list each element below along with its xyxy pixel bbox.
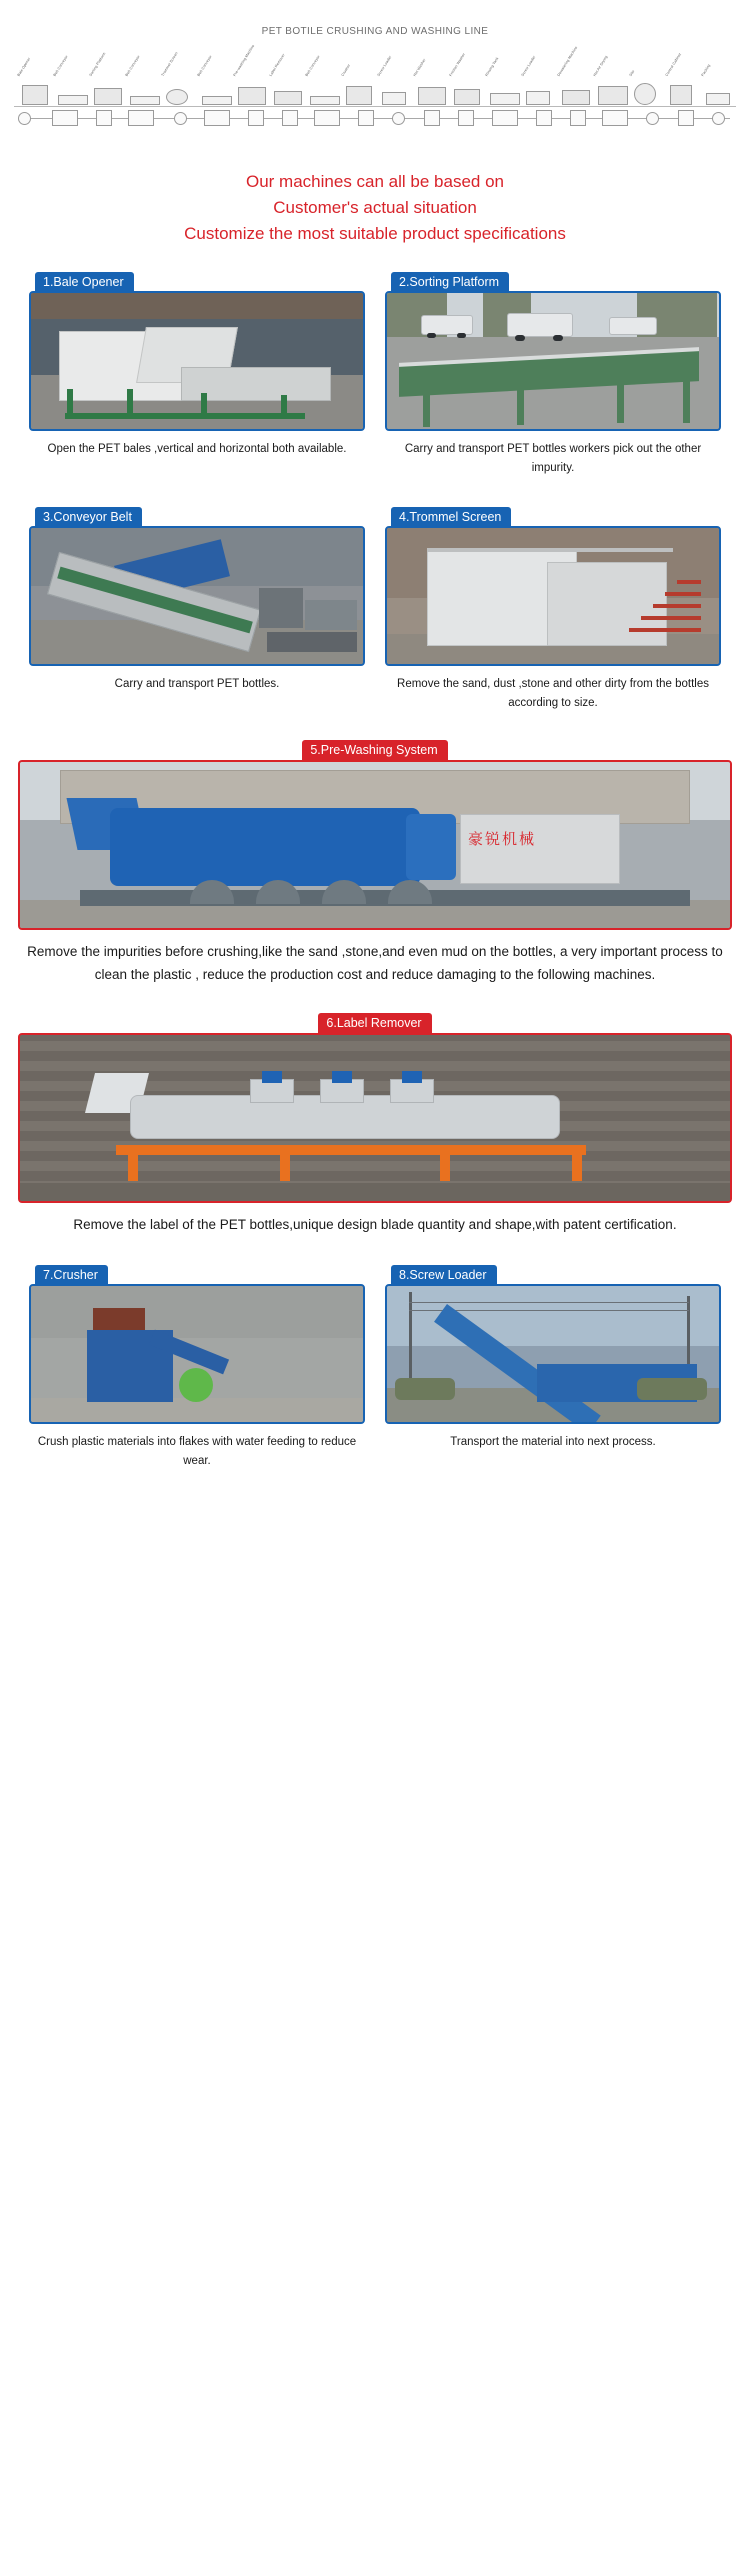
- section-caption: Carry and transport PET bottles.: [114, 678, 280, 690]
- machine-brand-text: 豪锐机械: [468, 830, 537, 848]
- section-caption: Remove the impurities before crushing,like the sand ,stone,and even mud on the bottles, a very important process to clean the plastic , reduce the production cost and reduce damaging to the following machines.: [27, 944, 723, 982]
- diagram-label: Control Cabinet: [664, 52, 683, 77]
- section-caption: Open the PET bales ,vertical and horizontal both available.: [47, 443, 347, 455]
- section-photo-screw-loader: [385, 1284, 721, 1424]
- diagram-label: Belt Conveyor: [52, 54, 69, 77]
- section-tag: 2.Sorting Platform: [391, 272, 509, 292]
- diagram-label: Packing: [700, 63, 712, 77]
- section-card-trommel-screen: [385, 506, 721, 713]
- diagram-label: Screw Loader: [376, 55, 393, 77]
- section-photo-sorting-platform: [385, 291, 721, 431]
- section-tag: 5.Pre-Washing System: [302, 740, 447, 760]
- section-row-2: [0, 506, 750, 713]
- diagram-label: Label Remover: [268, 53, 286, 77]
- diagram-label: Bale Opener: [16, 56, 32, 77]
- section-row-1: [0, 271, 750, 478]
- section-tag: 1.Bale Opener: [35, 272, 134, 292]
- section-caption: Remove the label of the PET bottles,unique design blade quantity and shape,with patent certification.: [73, 1217, 677, 1232]
- diagram-label: Crusher: [340, 63, 352, 77]
- headline: [0, 141, 750, 271]
- section-tag: 3.Conveyor Belt: [35, 507, 142, 527]
- section-tag: 6.Label Remover: [318, 1013, 431, 1033]
- diagram-label: Hot Air Drying: [592, 54, 609, 77]
- diagram-label: Sorting Platform: [88, 51, 107, 77]
- section-block-pre-washing: [0, 739, 750, 986]
- diagram-label: Friction Washer: [448, 52, 467, 77]
- section-photo-label-remover: [18, 1033, 732, 1203]
- diagram-machines-row: [14, 43, 736, 91]
- section-photo-crusher: [29, 1284, 365, 1424]
- diagram-label: Screw Loader: [520, 55, 537, 77]
- diagram-label: Rinsing Tank: [484, 56, 500, 77]
- section-row-3: [0, 1264, 750, 1471]
- diagram-labels: [14, 43, 736, 77]
- diagram-label: Belt Conveyor: [304, 54, 321, 77]
- diagram-label: Belt Conveyor: [196, 54, 213, 77]
- headline-line-3: Customize the most suitable product specifications: [184, 224, 566, 243]
- section-photo-pre-washing: [18, 760, 732, 930]
- section-caption: Crush plastic materials into flakes with water feeding to reduce wear.: [37, 1436, 357, 1467]
- section-photo-bale-opener: [29, 291, 365, 431]
- section-card-crusher: [29, 1264, 365, 1471]
- diagram-label: Silo: [628, 69, 636, 77]
- section-caption: Carry and transport PET bottles workers pick out the other impurity.: [404, 443, 702, 474]
- diagram-title: PET BOTILE CRUSHING AND WASHING LINE: [261, 26, 489, 37]
- section-card-conveyor-belt: [29, 506, 365, 713]
- diagram-label: Belt Conveyor: [124, 54, 141, 77]
- section-caption: Transport the material into next process.: [450, 1436, 656, 1448]
- section-caption: Remove the sand, dust ,stone and other dirty from the bottles according to size.: [397, 678, 709, 709]
- section-card-sorting-platform: [385, 271, 721, 478]
- section-tag: 4.Trommel Screen: [391, 507, 511, 527]
- diagram-label: Dewatering Machine: [556, 45, 579, 77]
- diagram-label: Hot Washer: [412, 58, 427, 77]
- diagram-label: Trommel Screen: [160, 51, 179, 77]
- process-diagram: [0, 0, 750, 141]
- section-photo-conveyor-belt: [29, 526, 365, 666]
- headline-line-2: Customer's actual situation: [273, 198, 477, 217]
- diagram-label: Pre-washing Machine: [232, 43, 256, 77]
- section-tag: 8.Screw Loader: [391, 1265, 497, 1285]
- section-photo-trommel-screen: [385, 526, 721, 666]
- section-card-screw-loader: [385, 1264, 721, 1471]
- headline-line-1: Our machines can all be based on: [246, 172, 504, 191]
- diagram-flow-row: [14, 101, 736, 135]
- section-card-bale-opener: [29, 271, 365, 478]
- section-block-label-remover: [0, 1012, 750, 1236]
- section-tag: 7.Crusher: [35, 1265, 108, 1285]
